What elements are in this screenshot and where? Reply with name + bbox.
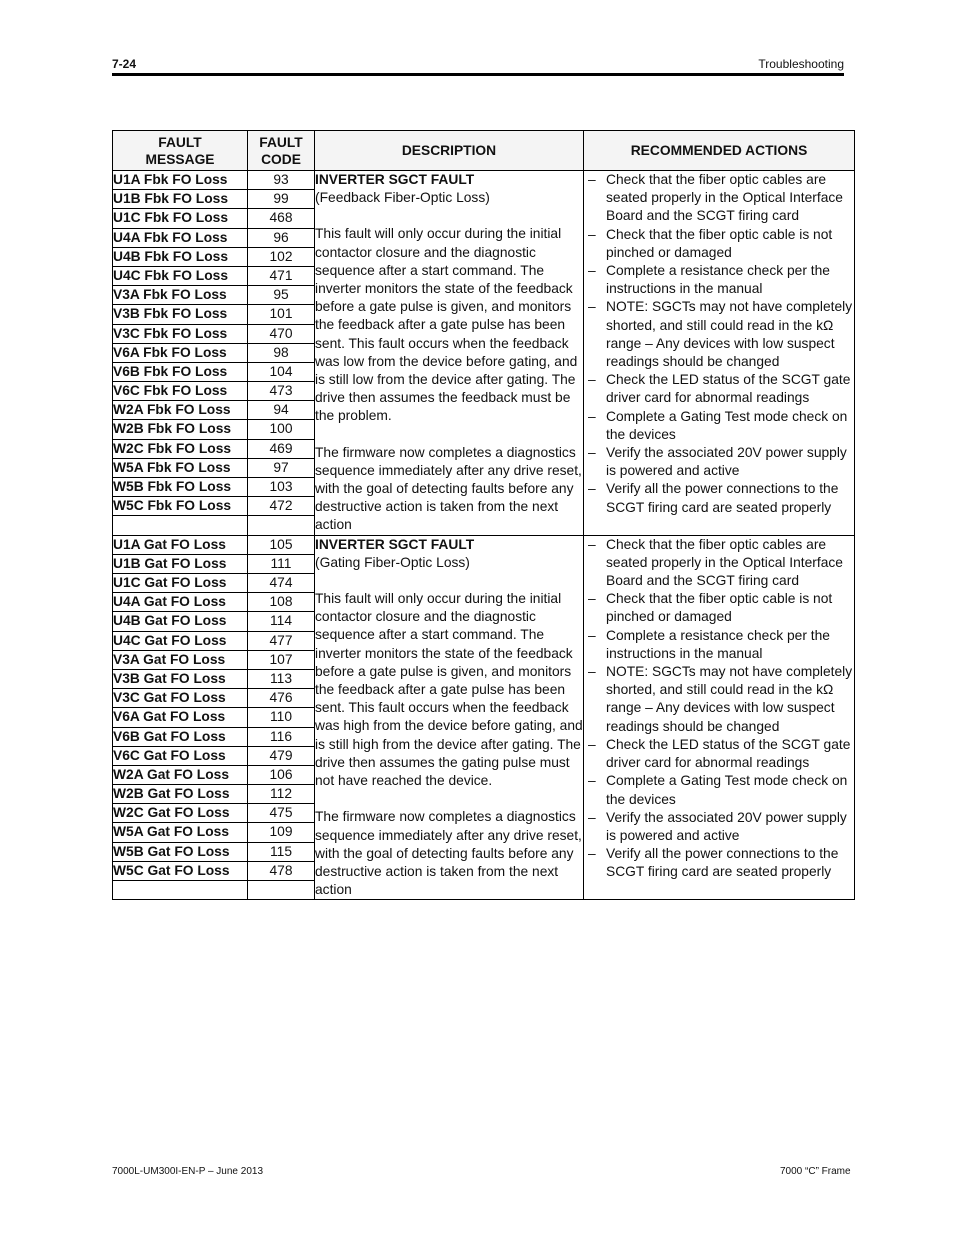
fault-message-cell: W2B Gat FO Loss	[113, 785, 248, 804]
footer-doc-id: 7000L-UM300I-EN-P – June 2013	[112, 1166, 264, 1177]
action-item: – Verify the associated 20V power supply is powered and active	[584, 444, 854, 480]
action-item: – Check that the fiber optic cable is not pinched or damaged	[584, 590, 854, 626]
description-title: INVERTER SGCT FAULT	[315, 536, 475, 552]
fault-message-cell: U1B Gat FO Loss	[113, 554, 248, 573]
action-item: – NOTE: SGCTs may not have completely shorted, and still could read in the kΩ range – Any devices with low suspect readings should be changed	[584, 663, 854, 736]
fault-message-cell: U1A Fbk FO Loss	[113, 171, 248, 190]
action-item: – Check the LED status of the SCGT gate driver card for abnormal readings	[584, 371, 854, 407]
fault-message-cell: W5A Fbk FO Loss	[113, 458, 248, 477]
spacer	[315, 207, 583, 225]
fault-code-cell: 477	[248, 631, 315, 650]
fault-code-cell: 114	[248, 612, 315, 631]
fault-message-cell: V3B Gat FO Loss	[113, 669, 248, 688]
fault-code-cell: 473	[248, 382, 315, 401]
fault-code-cell: 471	[248, 266, 315, 285]
fault-code-cell: 470	[248, 324, 315, 343]
action-item: – Check the LED status of the SCGT gate driver card for abnormal readings	[584, 736, 854, 772]
fault-code-cell: 115	[248, 842, 315, 861]
fault-code-cell: 98	[248, 343, 315, 362]
fault-code-cell: 112	[248, 785, 315, 804]
empty-cell	[248, 881, 315, 900]
fault-message-cell: V6B Gat FO Loss	[113, 727, 248, 746]
fault-code-cell: 102	[248, 247, 315, 266]
fault-code-cell: 113	[248, 669, 315, 688]
fault-message-cell: W2C Fbk FO Loss	[113, 439, 248, 458]
footer-frame: 7000 “C” Frame	[780, 1166, 851, 1177]
recommended-actions-cell	[584, 535, 855, 900]
table-body	[113, 171, 855, 900]
fault-message-cell: W5B Fbk FO Loss	[113, 478, 248, 497]
fault-message-cell: V3C Fbk FO Loss	[113, 324, 248, 343]
fault-code-cell: 97	[248, 458, 315, 477]
fault-message-cell: W2A Gat FO Loss	[113, 765, 248, 784]
empty-cell	[113, 881, 248, 900]
description-paragraph: The firmware now completes a diagnostics sequence immediately after any drive reset, with the goal of detecting faults before any destructive action is taken from the next action	[315, 809, 582, 898]
fault-code-cell: 95	[248, 286, 315, 305]
action-item: – Check that the fiber optic cables are seated properly in the Optical Interface Board and the SCGT firing card	[584, 536, 854, 591]
spacer	[315, 790, 583, 808]
fault-message-cell: W5A Gat FO Loss	[113, 823, 248, 842]
empty-cell	[113, 516, 248, 535]
section-title: Troubleshooting	[758, 57, 844, 71]
action-item: – Complete a resistance check per the instructions in the manual	[584, 627, 854, 663]
fault-code-cell: 107	[248, 650, 315, 669]
fault-code-cell: 116	[248, 727, 315, 746]
fault-message-cell: W5C Gat FO Loss	[113, 861, 248, 880]
fault-code-cell: 479	[248, 746, 315, 765]
spacer	[315, 426, 583, 444]
actions-list	[584, 171, 854, 517]
fault-code-cell: 94	[248, 401, 315, 420]
fault-message-cell: V3A Gat FO Loss	[113, 650, 248, 669]
description-paragraph: This fault will only occur during the initial contactor closure and the diagnostic sequence after a start command. The inverter monitors the state of the feedback before a gate pulse is given, and monitors the feedback after a gate pulse has been sent. This fault occurs when the feedback was high from the device before gating, and is still high from the device after gating. The drive then assumes the gating pulse must not have reached the device.	[315, 591, 583, 789]
table-header-row	[113, 131, 855, 171]
fault-message-cell: V6A Gat FO Loss	[113, 708, 248, 727]
header-description: DESCRIPTION	[315, 131, 584, 171]
description-cell	[315, 171, 584, 536]
fault-message-cell: U4B Gat FO Loss	[113, 612, 248, 631]
action-item: – Verify all the power connections to the SCGT firing card are seated properly	[584, 480, 854, 516]
fault-code-cell: 474	[248, 574, 315, 593]
action-item: – Verify the associated 20V power supply is powered and active	[584, 809, 854, 845]
fault-code-cell: 468	[248, 209, 315, 228]
fault-message-cell: W5B Gat FO Loss	[113, 842, 248, 861]
fault-message-cell: V6B Fbk FO Loss	[113, 362, 248, 381]
fault-message-cell: U4A Gat FO Loss	[113, 593, 248, 612]
action-item: – Complete a Gating Test mode check on the devices	[584, 408, 854, 444]
fault-code-cell: 103	[248, 478, 315, 497]
fault-code-cell: 109	[248, 823, 315, 842]
fault-code-cell: 93	[248, 171, 315, 190]
description-title: INVERTER SGCT FAULT	[315, 172, 475, 187]
header-fault-code: FAULT CODE	[248, 131, 315, 171]
header-recommended-actions: RECOMMENDED ACTIONS	[584, 131, 855, 171]
fault-message-cell: U4B Fbk FO Loss	[113, 247, 248, 266]
fault-code-cell: 105	[248, 535, 315, 554]
table-row	[113, 171, 855, 190]
action-item: – Check that the fiber optic cables are seated properly in the Optical Interface Board and the SCGT firing card	[584, 171, 854, 226]
fault-code-cell: 101	[248, 305, 315, 324]
fault-message-cell: W5C Fbk FO Loss	[113, 497, 248, 516]
action-item: – Verify all the power connections to the SCGT firing card are seated properly	[584, 845, 854, 881]
description-paragraph: The firmware now completes a diagnostics sequence immediately after any drive reset, with the goal of detecting faults before any destructive action is taken from the next action	[315, 444, 582, 533]
table-row	[113, 535, 855, 554]
fault-code-cell: 104	[248, 362, 315, 381]
fault-code-cell: 472	[248, 497, 315, 516]
header-fault-message: FAULT MESSAGE	[113, 131, 248, 171]
fault-message-cell: W2B Fbk FO Loss	[113, 420, 248, 439]
fault-message-cell: U4C Fbk FO Loss	[113, 266, 248, 285]
description-cell	[315, 535, 584, 900]
fault-code-cell: 96	[248, 228, 315, 247]
fault-code-cell: 111	[248, 554, 315, 573]
action-item: – Check that the fiber optic cable is not pinched or damaged	[584, 226, 854, 262]
description-subtitle: (Gating Fiber-Optic Loss)	[315, 554, 470, 570]
fault-message-cell: V6C Fbk FO Loss	[113, 382, 248, 401]
recommended-actions-cell	[584, 171, 855, 536]
fault-message-cell: U1C Gat FO Loss	[113, 574, 248, 593]
fault-code-cell: 469	[248, 439, 315, 458]
fault-code-cell: 478	[248, 861, 315, 880]
spacer	[315, 572, 583, 590]
action-item: – NOTE: SGCTs may not have completely shorted, and still could read in the kΩ range – Any devices with low suspect readings should be changed	[584, 298, 854, 371]
fault-message-cell: W2A Fbk FO Loss	[113, 401, 248, 420]
description-subtitle: (Feedback Fiber-Optic Loss)	[315, 190, 490, 206]
fault-message-cell: U4C Gat FO Loss	[113, 631, 248, 650]
fault-code-cell: 100	[248, 420, 315, 439]
fault-code-cell: 476	[248, 689, 315, 708]
fault-message-cell: V3A Fbk FO Loss	[113, 286, 248, 305]
fault-message-cell: V6A Fbk FO Loss	[113, 343, 248, 362]
action-item: – Complete a Gating Test mode check on the devices	[584, 772, 854, 808]
fault-message-cell: U4A Fbk FO Loss	[113, 228, 248, 247]
fault-message-cell: W2C Gat FO Loss	[113, 804, 248, 823]
actions-list	[584, 536, 854, 882]
fault-message-cell: V3B Fbk FO Loss	[113, 305, 248, 324]
fault-code-cell: 110	[248, 708, 315, 727]
empty-cell	[248, 516, 315, 535]
page-number: 7-24	[112, 57, 137, 71]
fault-message-cell: U1C Fbk FO Loss	[113, 209, 248, 228]
fault-code-cell: 106	[248, 765, 315, 784]
fault-message-cell: V3C Gat FO Loss	[113, 689, 248, 708]
fault-message-cell: U1B Fbk FO Loss	[113, 190, 248, 209]
fault-code-cell: 475	[248, 804, 315, 823]
fault-table	[112, 130, 855, 900]
fault-code-cell: 108	[248, 593, 315, 612]
page-header	[112, 56, 844, 74]
fault-code-cell: 99	[248, 190, 315, 209]
description-paragraph: This fault will only occur during the initial contactor closure and the diagnostic sequence after a start command. The inverter monitors the state of the feedback before a gate pulse is given, and monitors the feedback after a gate pulse has been sent. This fault occurs when the feedback was low from the device before gating, and is still low from the device after gating. The drive then assumes the feedback must be the problem.	[315, 226, 578, 424]
header-rule	[112, 73, 844, 76]
fault-message-cell: V6C Gat FO Loss	[113, 746, 248, 765]
action-item: – Complete a resistance check per the instructions in the manual	[584, 262, 854, 298]
fault-message-cell: U1A Gat FO Loss	[113, 535, 248, 554]
